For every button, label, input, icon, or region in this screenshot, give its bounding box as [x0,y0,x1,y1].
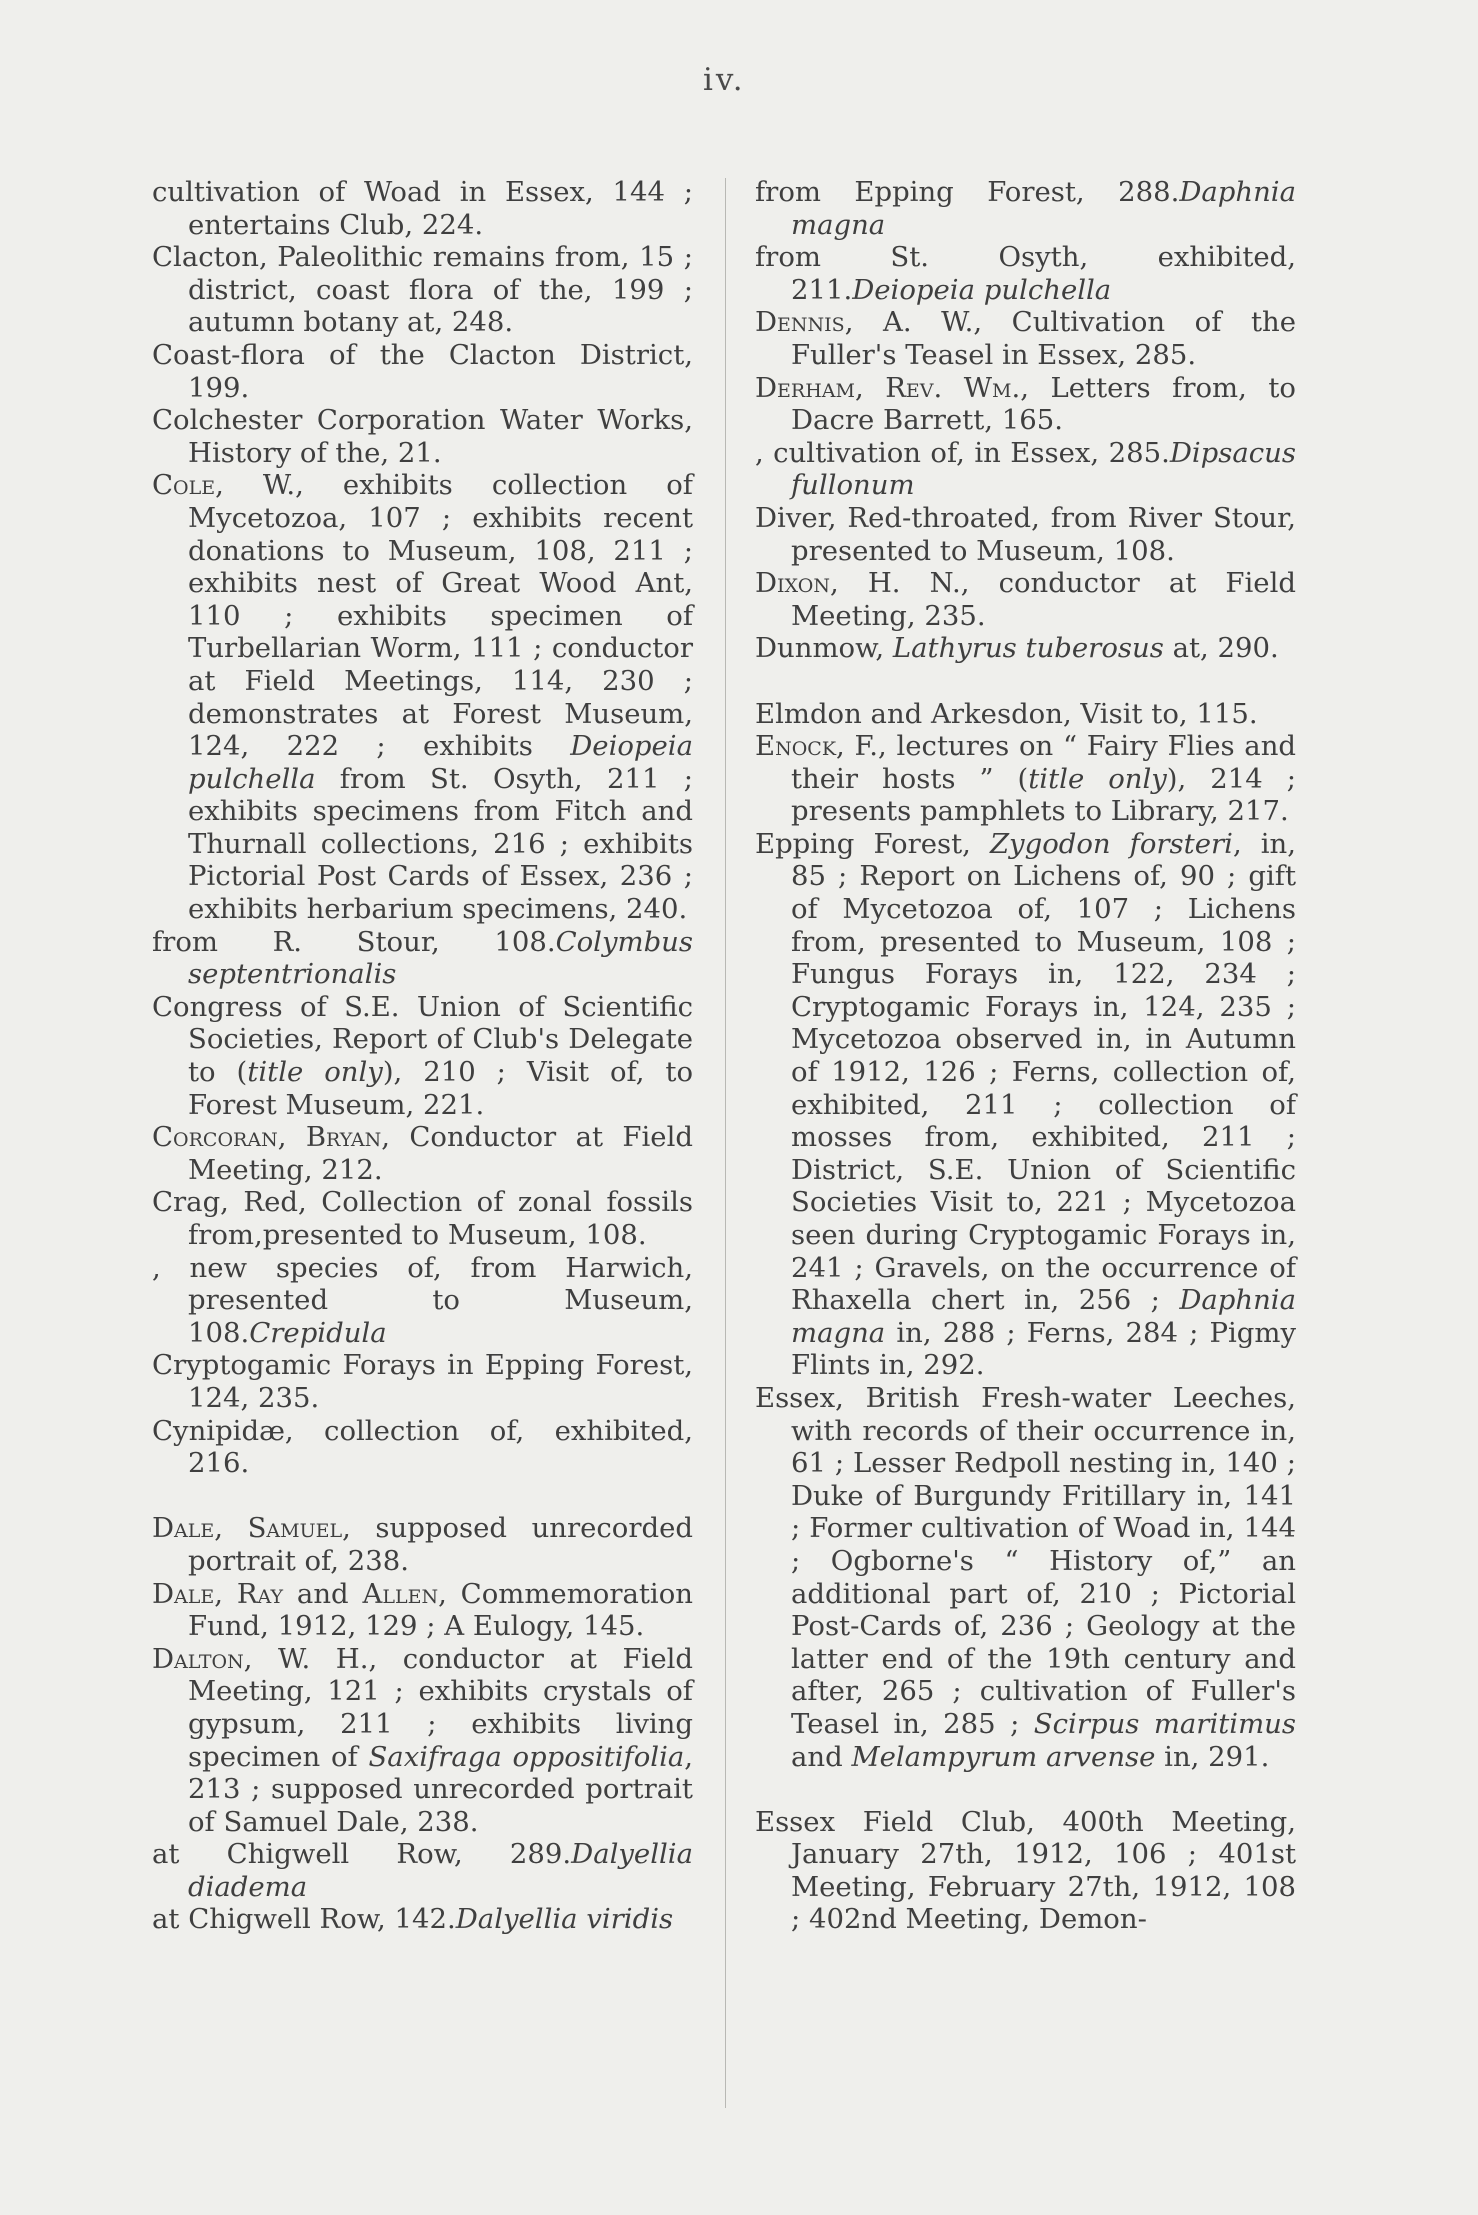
entry-text-text: Diver, Red-throated, from River Stour, presented to Museum, 108. [755,501,1296,567]
entry-italic-text: Daphnia magna [791,176,1296,241]
entry-text-text: at Chigwell Row, 142. [152,1903,456,1936]
entry-text-text: in, 291. [1155,1740,1270,1773]
entry-italic-text: Daphnia magna [791,1284,1296,1349]
entry-text-text: and [791,1740,852,1773]
index-entry-colchester [152,404,693,469]
entry-italic-text: Deiopeia pulchella [188,730,693,795]
entry-italic-text: Lathyrus tuberosus [892,632,1164,665]
index-entry-clacton-paleolithic [152,241,693,339]
index-entry-crag [152,1186,693,1251]
entry-italic-text: Colymbus septentrionalis [188,925,693,991]
index-entry-dale-samuel [152,1512,693,1577]
entry-text-text: , lectures on “ Fairy Flies and their hosts ” ( [791,730,1297,795]
entry-lead-text: Corcoran, Bryan [152,1121,382,1154]
entry-text-text: Colchester Corporation Water Works, History of the, 21. [152,404,693,469]
entry-text-text: and [283,1577,363,1610]
entry-italic-text: Saxifraga oppositifolia [368,1740,685,1773]
entry-text-text: , Letters from, to Dacre Barrett, 165. [791,371,1296,437]
entry-lead-text: Dale, Samuel [152,1512,343,1545]
entry-text-text: , exhibits collection of Mycetozoa, 107 ; exhibits recent donations to Museum, 108, 211 ; exhibits nest of Great Wood Ant, 110 ; exhibits specimen of Turbellarian Worm, 111 ; conductor at Field Meetings, 114, 230 ; demonstrates at Forest Museum, 124, 222 ; exhibits [188,469,693,763]
entry-italic-text: Crepidula [249,1316,387,1349]
index-entry-cynipidae [152,1415,693,1480]
entry-lead-text: Enock, F. [755,730,879,763]
index-entry-dalyellia-diadema [152,1838,693,1903]
index-entry-derham [755,372,1296,437]
index-entry-deiopeia [755,241,1296,306]
index-entry-epping [755,828,1296,1382]
entry-text-text: Essex, British Fresh-water Leeches, with records of their occurrence in, 61 ; Lesser Redpoll nesting in, 140 ; Duke of Burgundy Fritillary in, 141 ; Former cultivation of Woad in, 144 ; Ogborne's “ History of,” an additional part of, 210 ; Pictorial Post-Cards of, 236 ; Geology at the latter end of the 19th century and after, 265 ; cultivation of Fuller's Teasel in, 285 ; [755,1381,1296,1740]
entry-italic-text: Dalyellia viridis [455,1903,674,1936]
entry-lead-text: Cole, W. [152,469,296,502]
entry-text-text: , conductor at Field Meeting, 235. [791,567,1296,632]
entry-lead-text: Dalton, W. H. [152,1642,369,1675]
entry-italic-text: Zygodon forsteri [989,827,1233,860]
entry-italic-text: title only [1028,762,1167,795]
entry-lead-text: Dennis, A. W. [755,306,974,339]
entry-italic-text: Scirpus maritimus [1033,1707,1296,1740]
entry-text-text: Dunmow, [755,632,893,665]
entry-text-text: , supposed unrecorded portrait of, 238. [188,1512,693,1577]
page-number: iv. [703,62,746,98]
entry-text-text: from R. Stour, 108. [152,925,556,958]
index-entry-enock [755,730,1296,828]
index-entry-dalton [152,1643,693,1839]
entry-text-text: , Commemoration Fund, 1912, 129 ; A Eulogy, 145. [188,1577,693,1643]
entry-text-text: , 213 ; supposed unrecorded portrait of Samuel Dale, 238. [188,1740,694,1838]
entry-text-text: , in, 85 ; Report on Lichens of, 90 ; gift of Mycetozoa of, 107 ; Lichens from, presented to Museum, 108 ; Fungus Forays in, 122, 234 ; Cryptogamic Forays in, 124, 235 ; Mycetozoa observed in, in Autumn of 1912, 126 ; Ferns, collection of, exhibited, 211 ; collection of mosses from, exhibited, 211 ; District, S.E. Union of Scientific Societies Visit to, 221 ; Mycetozoa seen during Cryptogamic Forays in, 241 ; Gravels, on the occurrence of Rhaxella chert in, 256 ; [791,827,1296,1317]
entry-text-text: Clacton, Paleolithic remains from, 15 ; district, coast flora of the, 199 ; autumn botany at, 248. [152,241,693,339]
index-entry-dalyellia-viridis [152,1903,693,1936]
index-entry-elmdon [755,698,1296,731]
entry-italic-text: title only [247,1056,383,1089]
index-entry-woad [152,176,693,241]
entry-text-text: , Cultivation of the Fuller's Teasel in Essex, 285. [791,306,1296,371]
entry-lead-text: Dixon, H. N. [755,567,961,600]
entry-text-text: ), 210 ; Visit of, to Forest Museum, 221. [188,1056,694,1121]
entry-text-text: , conductor at Field Meeting, 121 ; exhibits crystals of gypsum, 211 ; exhibits living specimen of [188,1642,694,1773]
index-entry-cole [152,469,693,925]
entry-text-text: , Conductor at Field Meeting, 212. [188,1121,693,1186]
index-entry-dennis [755,306,1296,371]
entry-text-text: Essex Field Club, 400th Meeting, January 27th, 1912, 106 ; 401st Meeting, February 27th, 1912, 108 ; 402nd Meeting, Demon- [755,1805,1296,1936]
entry-italic-text: Dipsacus fullonum [791,436,1296,502]
entry-text-text: , new species of, from Harwich, presented to Museum, 108. [152,1251,693,1349]
entry-text-text: Coast-flora of the Clacton District, 199. [152,338,693,404]
entry-italic-text: Melampyrum arvense [851,1740,1156,1773]
entry-text-text: Epping Forest, [755,827,990,860]
index-column-right [755,176,1296,1936]
index-entry-dunmow [755,632,1296,665]
entry-text-text: Cynipidæ, collection of, exhibited, 216. [152,1414,693,1480]
index-entry-dipsacus [755,437,1296,502]
entry-lead-text: Allen [362,1577,439,1610]
index-entry-diver [755,502,1296,567]
entry-italic-text: Dalyellia diadema [188,1838,693,1903]
index-entry-corcoran [152,1121,693,1186]
entry-lead-text: Dale, Ray [152,1577,284,1610]
entry-text-text: from St. Osyth, exhibited, 211. [755,241,1296,306]
entry-italic-text: Deiopeia pulchella [852,273,1112,306]
entry-text-text: cultivation of Woad in Essex, 144 ; entertains Club, 224. [152,176,693,241]
entry-text-text: ), 214 ; presents pamphlets to Library, 217. [791,762,1296,828]
index-entry-colymbus [152,926,693,991]
index-entry-daphnia [755,176,1296,241]
entry-text-text: Cryptogamic Forays in Epping Forest, 124, 235. [152,1349,693,1414]
entry-text-text: from St. Osyth, 211 ; exhibits specimens from Fitch and Thurnall collections, 216 ; exhibits Pictorial Post Cards of Essex, 236 ; exhibits herbarium specimens, 240. [188,762,693,926]
index-entry-coast-flora [152,339,693,404]
index-entry-essex [755,1382,1296,1773]
entry-lead-text: Derham, Rev. Wm. [755,371,1021,404]
index-entry-essex-field-club [755,1806,1296,1936]
entry-text-text: in, 288 ; Ferns, 284 ; Pigmy Flints in, 292. [791,1316,1296,1382]
index-column-left [152,176,693,1936]
entry-text-text: at, 290. [1163,632,1279,665]
column-divider [725,178,726,2108]
entry-text-text: from Epping Forest, 288. [755,176,1180,208]
index-entry-cryptogamic [152,1349,693,1414]
entry-text-text: Congress of S.E. Union of Scientific Societies, Report of Club's Delegate to ( [152,990,693,1089]
index-entry-congress [152,991,693,1121]
index-entry-dale-ray [152,1578,693,1643]
index-entry-dixon [755,567,1296,632]
entry-text-text: , cultivation of, in Essex, 285. [755,436,1170,469]
entry-text-text: at Chigwell Row, 289. [152,1838,572,1871]
entry-text-text: Crag, Red, Collection of zonal fossils from,presented to Museum, 108. [152,1186,693,1251]
entry-text-text: Elmdon and Arkesdon, Visit to, 115. [755,697,1258,730]
index-entry-crepidula [152,1252,693,1350]
